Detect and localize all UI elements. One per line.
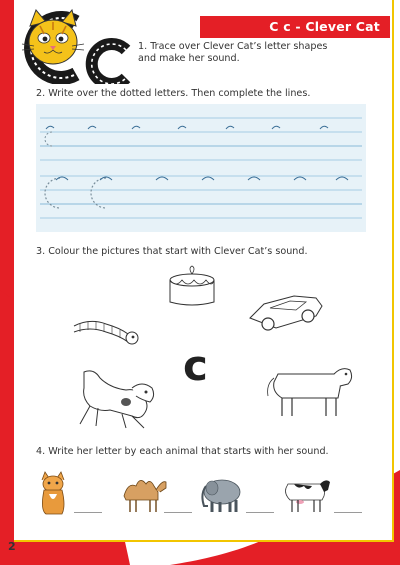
instruction-step-4: 4. Write her letter by each animal that starts with her sound. [36, 446, 329, 457]
answer-line-cow[interactable] [334, 512, 362, 513]
ruled-lines [36, 104, 366, 232]
handwriting-practice-area[interactable] [36, 104, 366, 232]
instruction-step-1-line-1: 1. Trace over Clever Cat’s letter shapes [138, 41, 328, 52]
cow-picture-icon[interactable] [258, 356, 358, 420]
page-number: 2 [8, 540, 16, 553]
elephant-icon [200, 472, 244, 514]
dog-icon[interactable] [70, 358, 166, 434]
answer-line-camel[interactable] [164, 512, 192, 513]
instruction-step-1-line-2: and make her sound. [138, 53, 240, 64]
clever-cat-letters-illustration [18, 8, 138, 84]
answer-line-elephant[interactable] [246, 512, 274, 513]
caterpillar-icon[interactable] [70, 312, 142, 348]
cow-icon [282, 474, 330, 514]
answer-line-cat[interactable] [74, 512, 102, 513]
instruction-step-2: 2. Write over the dotted letters. Then complete the lines. [36, 88, 311, 99]
center-letter-c: c [183, 341, 208, 390]
camel-icon [118, 470, 168, 514]
title-bar [200, 16, 390, 38]
instruction-step-3: 3. Colour the pictures that start with Clever Cat’s sound. [36, 246, 308, 257]
car-icon[interactable] [246, 288, 326, 336]
cake-icon[interactable] [162, 264, 222, 310]
cat-icon [36, 470, 70, 516]
page-title: C c - Clever Cat [269, 19, 380, 34]
